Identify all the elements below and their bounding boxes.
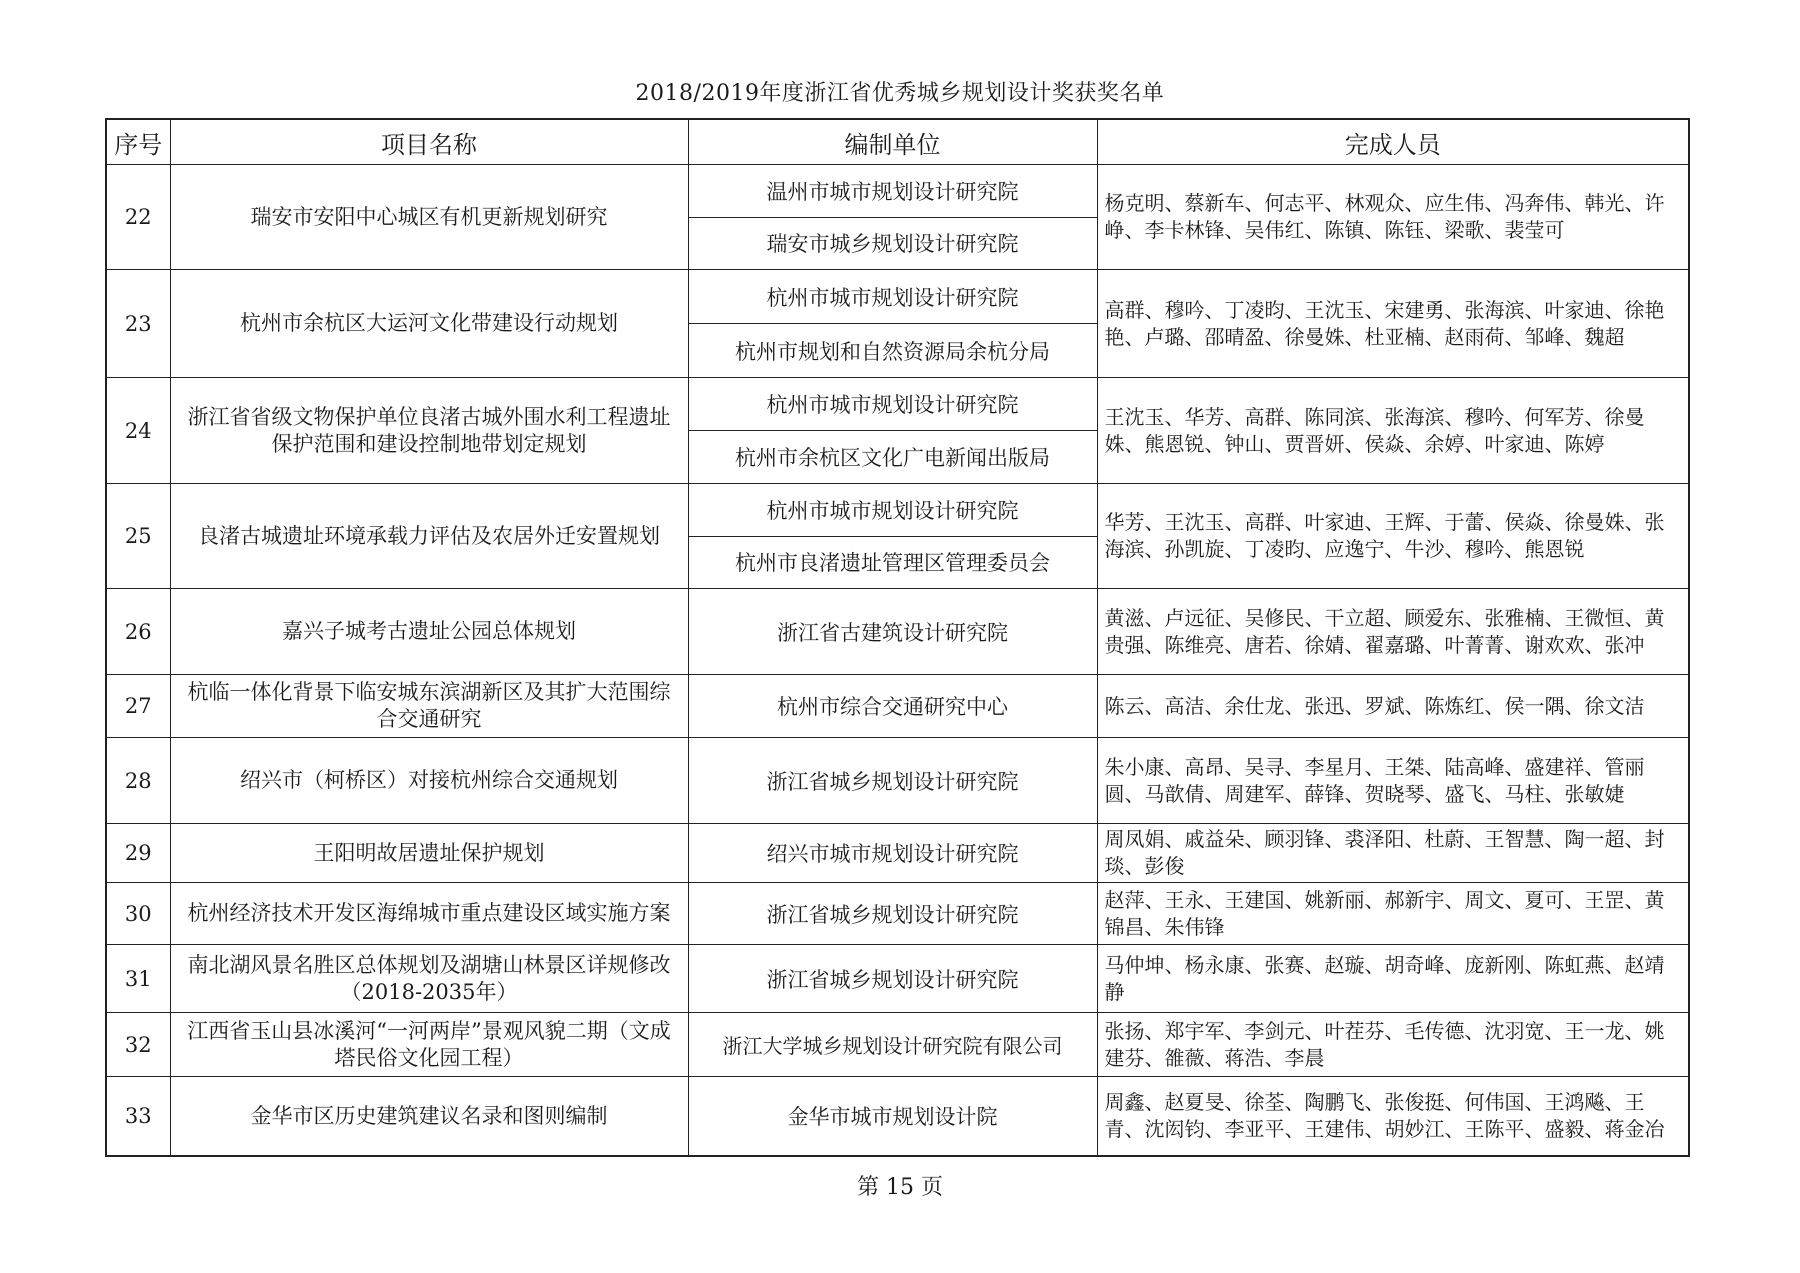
row-project: 王阳明故居遗址保护规划 — [170, 824, 688, 883]
row-org: 浙江省城乡规划设计研究院 — [766, 902, 1019, 927]
table-row — [106, 738, 1689, 824]
row-members: 周凤娟、戚益朵、顾羽锋、裘泽阳、杜蔚、王智慧、陶一超、封琰、彭俊 — [1097, 824, 1689, 883]
row-org: 杭州市综合交通研究中心 — [777, 695, 1008, 719]
table-header-row — [106, 119, 1689, 165]
row-org: 温州市城市规划设计研究院 — [766, 179, 1019, 204]
table-row — [106, 484, 1689, 589]
row-org: 杭州市良渚遗址管理区管理委员会 — [689, 536, 1097, 589]
row-org-cell — [688, 945, 1097, 1013]
row-org-cell — [688, 1077, 1097, 1157]
row-org: 浙江省古建筑设计研究院 — [777, 620, 1008, 645]
row-seq: 24 — [106, 378, 170, 484]
row-org: 杭州市城市规划设计研究院 — [766, 393, 1019, 417]
row-org-cell — [688, 484, 1097, 589]
row-project: 良渚古城遗址环境承载力评估及农居外迁安置规划 — [170, 484, 688, 589]
row-seq: 33 — [106, 1077, 170, 1157]
row-project: 绍兴市（柯桥区）对接杭州综合交通规划 — [170, 738, 688, 824]
row-members: 朱小康、高昂、吴寻、李星月、王桀、陆高峰、盛建祥、管丽圆、马歆倩、周建军、薛锋、贺晓琴、盛飞、马柱、张敏婕 — [1097, 738, 1689, 824]
row-members: 陈云、高洁、余仕龙、张迅、罗斌、陈炼红、侯一隅、徐文洁 — [1097, 675, 1689, 738]
row-members: 马仲坤、杨永康、张赛、赵璇、胡奇峰、庞新刚、陈虹燕、赵靖静 — [1097, 945, 1689, 1013]
row-org: 杭州市规划和自然资源局余杭分局 — [689, 323, 1097, 377]
row-org-cell — [688, 270, 1097, 378]
table-row — [106, 945, 1689, 1013]
row-members: 赵萍、王永、王建国、姚新丽、郝新宇、周文、夏可、王罡、黄锦昌、朱伟锋 — [1097, 883, 1689, 945]
row-members: 周鑫、赵夏旻、徐荃、陶鹏飞、张俊挺、何伟国、王鸿飚、王青、沈闳钧、李亚平、王建伟、胡妙江、王陈平、盛毅、蒋金冶 — [1097, 1077, 1689, 1157]
column-header-members: 完成人员 — [1097, 119, 1689, 165]
row-project: 杭临一体化背景下临安城东滨湖新区及其扩大范围综合交通研究 — [170, 675, 688, 738]
row-org-cell — [688, 1013, 1097, 1077]
page-title: 2018/2019年度浙江省优秀城乡规划设计奖获奖名单 — [635, 81, 1165, 106]
row-seq: 27 — [106, 675, 170, 738]
row-org: 杭州市余杭区文化广电新闻出版局 — [689, 430, 1097, 483]
row-seq: 32 — [106, 1013, 170, 1077]
row-project: 金华市区历史建筑建议名录和图则编制 — [170, 1077, 688, 1157]
row-project: 嘉兴子城考古遗址公园总体规划 — [170, 589, 688, 675]
row-project: 南北湖风景名胜区总体规划及湖塘山林景区详规修改（2018-2035年） — [170, 945, 688, 1013]
table-row — [106, 1077, 1689, 1157]
row-seq: 25 — [106, 484, 170, 589]
row-members: 高群、穆吟、丁凌昀、王沈玉、宋建勇、张海滨、叶家迪、徐艳艳、卢璐、邵晴盈、徐曼姝、杜亚楠、赵雨荷、邹峰、魏超 — [1097, 270, 1689, 378]
row-org-cell — [688, 883, 1097, 945]
table-row — [106, 675, 1689, 738]
row-org: 杭州市城市规划设计研究院 — [766, 285, 1019, 310]
row-org: 浙江大学城乡规划设计研究院有限公司 — [722, 1034, 1063, 1058]
row-org: 金华市城市规划设计院 — [787, 1105, 998, 1129]
table-row — [106, 883, 1689, 945]
row-seq: 30 — [106, 883, 170, 945]
row-seq: 31 — [106, 945, 170, 1013]
table-row — [106, 165, 1689, 270]
row-org-cell — [688, 738, 1097, 824]
row-project: 瑞安市安阳中心城区有机更新规划研究 — [170, 165, 688, 270]
page-number: 第 15 页 — [857, 1175, 943, 1200]
row-seq: 29 — [106, 824, 170, 883]
award-table — [105, 118, 1690, 1157]
table-row — [106, 1013, 1689, 1077]
column-header-project: 项目名称 — [170, 119, 688, 165]
row-seq: 26 — [106, 589, 170, 675]
row-org-cell — [688, 675, 1097, 738]
table-row — [106, 378, 1689, 484]
table-row — [106, 270, 1689, 378]
row-project: 杭州市余杭区大运河文化带建设行动规划 — [170, 270, 688, 378]
row-project: 浙江省省级文物保护单位良渚古城外围水利工程遗址保护范围和建设控制地带划定规划 — [170, 378, 688, 484]
row-project: 江西省玉山县冰溪河“一河两岸”景观风貌二期（文成塔民俗文化园工程） — [170, 1013, 688, 1077]
column-header-seq: 序号 — [106, 119, 170, 165]
row-org: 杭州市城市规划设计研究院 — [766, 498, 1019, 523]
row-members: 华芳、王沈玉、高群、叶家迪、王辉、于蕾、侯焱、徐曼姝、张海滨、孙凯旋、丁凌昀、应逸宁、牛沙、穆吟、熊恩锐 — [1097, 484, 1689, 589]
row-seq: 22 — [106, 165, 170, 270]
row-members: 王沈玉、华芳、高群、陈同滨、张海滨、穆吟、何军芳、徐曼姝、熊恩锐、钟山、贾晋妍、侯焱、余婷、叶家迪、陈婷 — [1097, 378, 1689, 484]
column-header-org: 编制单位 — [688, 119, 1097, 165]
row-org: 浙江省城乡规划设计研究院 — [766, 769, 1019, 794]
row-org: 浙江省城乡规划设计研究院 — [766, 967, 1019, 992]
row-org: 瑞安市城乡规划设计研究院 — [689, 217, 1097, 270]
row-org-cell — [688, 378, 1097, 484]
row-org-cell — [688, 589, 1097, 675]
row-org-cell — [688, 165, 1097, 270]
table-row — [106, 824, 1689, 883]
row-members: 杨克明、蔡新车、何志平、林观众、应生伟、冯奔伟、韩光、许峥、李卡林锋、吴伟红、陈镇、陈钰、梁歌、裴莹可 — [1097, 165, 1689, 270]
row-org: 绍兴市城市规划设计研究院 — [766, 842, 1019, 866]
row-seq: 28 — [106, 738, 170, 824]
row-org-cell — [688, 824, 1097, 883]
table-row — [106, 589, 1689, 675]
row-seq: 23 — [106, 270, 170, 378]
row-project: 杭州经济技术开发区海绵城市重点建设区域实施方案 — [170, 883, 688, 945]
row-members: 黄滋、卢远征、吴修民、干立超、顾爱东、张雅楠、王微恒、黄贵强、陈维亮、唐若、徐婧、翟嘉璐、叶菁菁、谢欢欢、张冲 — [1097, 589, 1689, 675]
row-members: 张扬、郑宇军、李剑元、叶茬芬、毛传德、沈羽宽、王一龙、姚建芬、雒薇、蒋浩、李晨 — [1097, 1013, 1689, 1077]
